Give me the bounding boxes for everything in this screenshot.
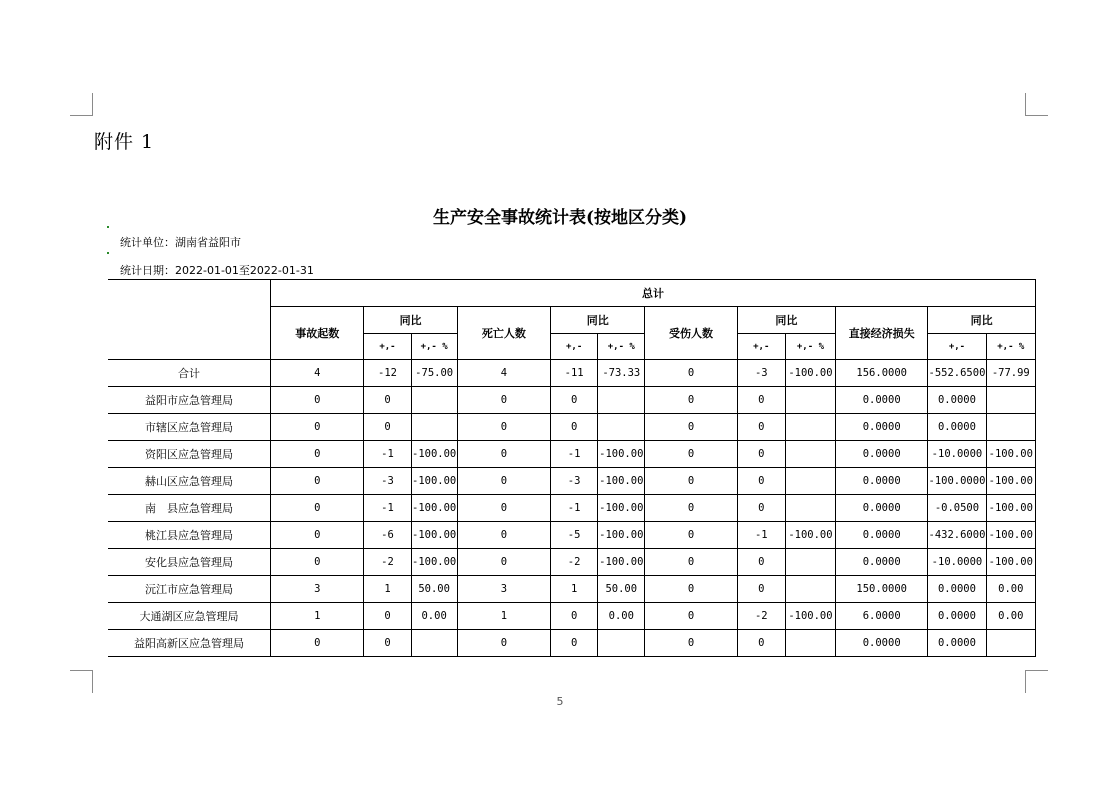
deaths-diff-cell: -2 (551, 549, 598, 576)
region-name: 安化县应急管理局 (108, 549, 271, 576)
injuries-diff-cell: -2 (737, 603, 785, 630)
crop-mark-bottom-right (1025, 670, 1048, 693)
header-injuries: 受伤人数 (645, 307, 737, 360)
injuries-cell: 0 (645, 441, 737, 468)
attachment-label: 附件 1 (94, 131, 155, 153)
loss-diff-cell: -100.0000 (928, 468, 986, 495)
table-row (108, 387, 1036, 414)
loss-diff-cell: -0.0500 (928, 495, 986, 522)
loss-cell: 0.0000 (836, 441, 928, 468)
header-pct: +,- % (986, 334, 1035, 360)
injuries-diff-cell: -1 (737, 522, 785, 549)
crop-mark-top-left (70, 93, 93, 116)
injuries-diff-cell: 0 (737, 468, 785, 495)
injuries-cell: 0 (645, 360, 737, 387)
region-name: 市辖区应急管理局 (108, 414, 271, 441)
region-name: 益阳市应急管理局 (108, 387, 271, 414)
accidents-diff-cell: -1 (364, 495, 411, 522)
deaths-pct-cell: -100.00 (598, 468, 645, 495)
deaths-diff-cell: 0 (551, 387, 598, 414)
table-row (108, 468, 1036, 495)
deaths-diff-cell: 0 (551, 414, 598, 441)
deaths-cell: 4 (457, 360, 550, 387)
header-deaths: 死亡人数 (457, 307, 550, 360)
injuries-cell: 0 (645, 495, 737, 522)
accidents-diff-cell: -2 (364, 549, 411, 576)
accidents-pct-cell: -100.00 (411, 468, 457, 495)
deaths-cell: 0 (457, 414, 550, 441)
accidents-cell: 0 (271, 387, 364, 414)
deaths-cell: 0 (457, 549, 550, 576)
accidents-cell: 0 (271, 468, 364, 495)
accidents-diff-cell: -3 (364, 468, 411, 495)
page-number: 5 (556, 695, 564, 708)
loss-diff-cell: -10.0000 (928, 549, 986, 576)
accidents-pct-cell (411, 387, 457, 414)
deaths-cell: 0 (457, 630, 550, 657)
header-diff: +,- (928, 334, 986, 360)
statistics-unit: 统计单位：湖南省益阳市 (120, 236, 241, 249)
deaths-pct-cell: 50.00 (598, 576, 645, 603)
crop-mark-top-right (1025, 93, 1048, 116)
loss-diff-cell: 0.0000 (928, 603, 986, 630)
header-total: 总计 (271, 280, 1036, 307)
deaths-diff-cell: -1 (551, 495, 598, 522)
table-row (108, 576, 1036, 603)
injuries-pct-cell (785, 387, 835, 414)
header-accidents-yoy: 同比 (364, 307, 457, 334)
loss-pct-cell: -100.00 (986, 522, 1035, 549)
deaths-pct-cell: -100.00 (598, 495, 645, 522)
loss-pct-cell (986, 387, 1035, 414)
table-row (108, 603, 1036, 630)
loss-diff-cell: -432.6000 (928, 522, 986, 549)
loss-cell: 0.0000 (836, 414, 928, 441)
loss-cell: 6.0000 (836, 603, 928, 630)
injuries-diff-cell: 0 (737, 414, 785, 441)
loss-pct-cell: -77.99 (986, 360, 1035, 387)
accidents-pct-cell (411, 630, 457, 657)
deaths-cell: 0 (457, 468, 550, 495)
deaths-pct-cell (598, 630, 645, 657)
statistics-date: 统计日期：2022-01-01至2022-01-31 (120, 264, 314, 277)
header-pct: +,- % (785, 334, 835, 360)
accidents-cell: 0 (271, 630, 364, 657)
injuries-diff-cell: 0 (737, 576, 785, 603)
injuries-pct-cell (785, 630, 835, 657)
header-pct: +,- % (598, 334, 645, 360)
loss-diff-cell: -552.6500 (928, 360, 986, 387)
injuries-diff-cell: 0 (737, 441, 785, 468)
region-name: 南 县应急管理局 (108, 495, 271, 522)
injuries-pct-cell (785, 549, 835, 576)
loss-diff-cell: 0.0000 (928, 414, 986, 441)
injuries-pct-cell (785, 495, 835, 522)
loss-diff-cell: 0.0000 (928, 576, 986, 603)
header-diff: +,- (737, 334, 785, 360)
loss-diff-cell: -10.0000 (928, 441, 986, 468)
accidents-cell: 4 (271, 360, 364, 387)
deaths-pct-cell: -100.00 (598, 522, 645, 549)
accidents-diff-cell: 0 (364, 603, 411, 630)
accidents-cell: 0 (271, 414, 364, 441)
injuries-diff-cell: 0 (737, 387, 785, 414)
accidents-pct-cell: 0.00 (411, 603, 457, 630)
loss-cell: 0.0000 (836, 468, 928, 495)
region-name: 资阳区应急管理局 (108, 441, 271, 468)
accidents-cell: 0 (271, 495, 364, 522)
table-row (108, 495, 1036, 522)
loss-cell: 0.0000 (836, 549, 928, 576)
accidents-cell: 0 (271, 441, 364, 468)
loss-pct-cell: -100.00 (986, 495, 1035, 522)
deaths-pct-cell: -100.00 (598, 549, 645, 576)
loss-pct-cell (986, 414, 1035, 441)
loss-pct-cell: 0.00 (986, 603, 1035, 630)
paragraph-mark (107, 252, 109, 254)
loss-pct-cell (986, 630, 1035, 657)
accidents-diff-cell: 0 (364, 630, 411, 657)
accidents-pct-cell: -75.00 (411, 360, 457, 387)
accidents-diff-cell: -1 (364, 441, 411, 468)
region-name: 合计 (108, 360, 271, 387)
injuries-pct-cell: -100.00 (785, 603, 835, 630)
accidents-cell: 0 (271, 522, 364, 549)
deaths-diff-cell: -11 (551, 360, 598, 387)
loss-diff-cell: 0.0000 (928, 630, 986, 657)
table-row (108, 360, 1036, 387)
deaths-cell: 0 (457, 495, 550, 522)
injuries-diff-cell: 0 (737, 495, 785, 522)
deaths-diff-cell: -3 (551, 468, 598, 495)
accidents-pct-cell: 50.00 (411, 576, 457, 603)
loss-cell: 0.0000 (836, 387, 928, 414)
injuries-pct-cell (785, 441, 835, 468)
header-diff: +,- (551, 334, 598, 360)
injuries-cell: 0 (645, 549, 737, 576)
injuries-pct-cell: -100.00 (785, 360, 835, 387)
accidents-cell: 3 (271, 576, 364, 603)
region-name: 赫山区应急管理局 (108, 468, 271, 495)
accidents-pct-cell: -100.00 (411, 522, 457, 549)
deaths-pct-cell: -73.33 (598, 360, 645, 387)
loss-pct-cell: -100.00 (986, 468, 1035, 495)
deaths-pct-cell: -100.00 (598, 441, 645, 468)
injuries-diff-cell: 0 (737, 630, 785, 657)
deaths-cell: 1 (457, 603, 550, 630)
injuries-cell: 0 (645, 576, 737, 603)
deaths-diff-cell: 0 (551, 630, 598, 657)
table-row (108, 414, 1036, 441)
accidents-cell: 1 (271, 603, 364, 630)
accidents-diff-cell: 0 (364, 414, 411, 441)
accidents-diff-cell: -6 (364, 522, 411, 549)
header-injuries-yoy: 同比 (737, 307, 835, 334)
crop-mark-bottom-left (70, 670, 93, 693)
loss-diff-cell: 0.0000 (928, 387, 986, 414)
region-name: 沅江市应急管理局 (108, 576, 271, 603)
accidents-pct-cell (411, 414, 457, 441)
header-economic-loss: 直接经济损失 (836, 307, 928, 360)
region-name: 大通湖区应急管理局 (108, 603, 271, 630)
deaths-pct-cell (598, 414, 645, 441)
injuries-cell: 0 (645, 630, 737, 657)
injuries-cell: 0 (645, 414, 737, 441)
injuries-pct-cell (785, 576, 835, 603)
region-name: 益阳高新区应急管理局 (108, 630, 271, 657)
deaths-pct-cell: 0.00 (598, 603, 645, 630)
injuries-pct-cell (785, 414, 835, 441)
table-row (108, 441, 1036, 468)
loss-pct-cell: 0.00 (986, 576, 1035, 603)
header-diff: +,- (364, 334, 411, 360)
table-row (108, 522, 1036, 549)
deaths-cell: 0 (457, 387, 550, 414)
header-pct: +,- % (411, 334, 457, 360)
loss-cell: 150.0000 (836, 576, 928, 603)
accidents-pct-cell: -100.00 (411, 495, 457, 522)
loss-cell: 156.0000 (836, 360, 928, 387)
accidents-cell: 0 (271, 549, 364, 576)
deaths-diff-cell: 0 (551, 603, 598, 630)
deaths-cell: 0 (457, 441, 550, 468)
accidents-diff-cell: -12 (364, 360, 411, 387)
loss-pct-cell: -100.00 (986, 549, 1035, 576)
table-row (108, 630, 1036, 657)
header-deaths-yoy: 同比 (551, 307, 645, 334)
injuries-pct-cell: -100.00 (785, 522, 835, 549)
injuries-cell: 0 (645, 603, 737, 630)
accidents-pct-cell: -100.00 (411, 549, 457, 576)
header-region-blank (108, 280, 271, 360)
loss-cell: 0.0000 (836, 495, 928, 522)
paragraph-mark (107, 226, 109, 228)
injuries-diff-cell: -3 (737, 360, 785, 387)
accidents-diff-cell: 1 (364, 576, 411, 603)
header-loss-yoy: 同比 (928, 307, 1036, 334)
table-title: 生产安全事故统计表(按地区分类) (432, 208, 688, 228)
injuries-pct-cell (785, 468, 835, 495)
deaths-cell: 0 (457, 522, 550, 549)
deaths-cell: 3 (457, 576, 550, 603)
accidents-pct-cell: -100.00 (411, 441, 457, 468)
injuries-diff-cell: 0 (737, 549, 785, 576)
loss-pct-cell: -100.00 (986, 441, 1035, 468)
injuries-cell: 0 (645, 522, 737, 549)
table-row (108, 549, 1036, 576)
accidents-diff-cell: 0 (364, 387, 411, 414)
injuries-cell: 0 (645, 387, 737, 414)
deaths-diff-cell: -1 (551, 441, 598, 468)
injuries-cell: 0 (645, 468, 737, 495)
deaths-pct-cell (598, 387, 645, 414)
deaths-diff-cell: -5 (551, 522, 598, 549)
deaths-diff-cell: 1 (551, 576, 598, 603)
accident-statistics-table (108, 279, 1036, 657)
loss-cell: 0.0000 (836, 522, 928, 549)
region-name: 桃江县应急管理局 (108, 522, 271, 549)
loss-cell: 0.0000 (836, 630, 928, 657)
header-accidents: 事故起数 (271, 307, 364, 360)
